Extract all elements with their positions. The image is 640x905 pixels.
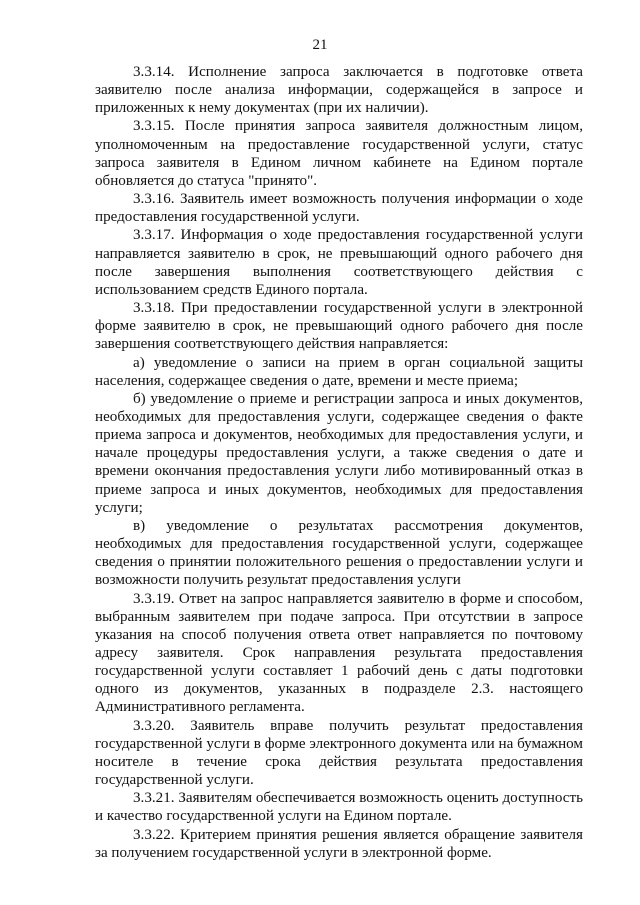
paragraph-item-v: в) уведомление о результатах рассмотрения документов, необходимых для предоставления государственной услуги, содержащее сведения о принятии положительного решения о предоставлении услуги и возможности получить результат предоставления услуги	[95, 517, 583, 589]
paragraph-item-a: а) уведомление о записи на прием в орган социальной защиты населения, содержащее сведения о дате, времени и месте приема;	[95, 354, 583, 389]
paragraph-3-3-21: 3.3.21. Заявителям обеспечивается возможность оценить доступность и качество государственной услуги на Едином портале.	[95, 790, 583, 825]
paragraph-3-3-18: 3.3.18. При предоставлении государственной услуги в электронной форме заявителю в срок, не превышающий одного рабочего дня после завершения соответствующего действия направляется:	[95, 300, 583, 353]
paragraph-3-3-16: 3.3.16. Заявитель имеет возможность получения информации о ходе предоставления государственной услуги.	[95, 191, 583, 226]
paragraph-3-3-15: 3.3.15. После принятия запроса заявителя должностным лицом, уполномоченным на предоставление государственной услуги, статус запроса заявителя в Едином личном кабинете на Едином портале обновляется до статуса "принято".	[95, 118, 583, 189]
paragraph-item-b: б) уведомление о приеме и регистрации запроса и иных документов, необходимых для предоставления услуги, содержащее сведения о факте приема запроса и документов, необходимых для предоставления услуги, и начале процедуры предоставления услуги, а также сведения о дате и времени окончания предоставления услуги либо мотивированный отказ в приеме запроса и иных документов, необходимых для предоставления услуги;	[95, 390, 583, 516]
page-number: 21	[312, 37, 328, 53]
paragraph-3-3-19: 3.3.19. Ответ на запрос направляется заявителю в форме и способом, выбранным заявителем при подаче запроса. При отсутствии в запросе указания на способ получения ответа ответ направляется по почтовому адресу заявителя. Срок направления результата предоставления государственной услуги составляет 1 рабочий день с даты подготовки одного из документов, указанных в подразделе 2.3. настоящего Административного регламента.	[95, 590, 583, 716]
paragraph-3-3-22: 3.3.22. Критерием принятия решения является обращение заявителя за получением государственной услуги в электронной форме.	[95, 826, 583, 861]
paragraph-3-3-14: 3.3.14. Исполнение запроса заключается в подготовке ответа заявителю после анализа информации, содержащейся в запросе и приложенных к нему документах (при их наличии).	[95, 64, 583, 117]
page-body	[95, 63, 583, 862]
paragraph-3-3-20: 3.3.20. Заявитель вправе получить результат предоставления государственной услуги в форме электронного документа или на бумажном носителе в течение срока действия результата предоставления государственной услуги.	[95, 717, 583, 789]
paragraph-3-3-17: 3.3.17. Информация о ходе предоставления государственной услуги направляется заявителю в срок, не превышающий одного рабочего дня после завершения выполнения соответствующего действия с использованием средств Единого портала.	[95, 227, 583, 298]
